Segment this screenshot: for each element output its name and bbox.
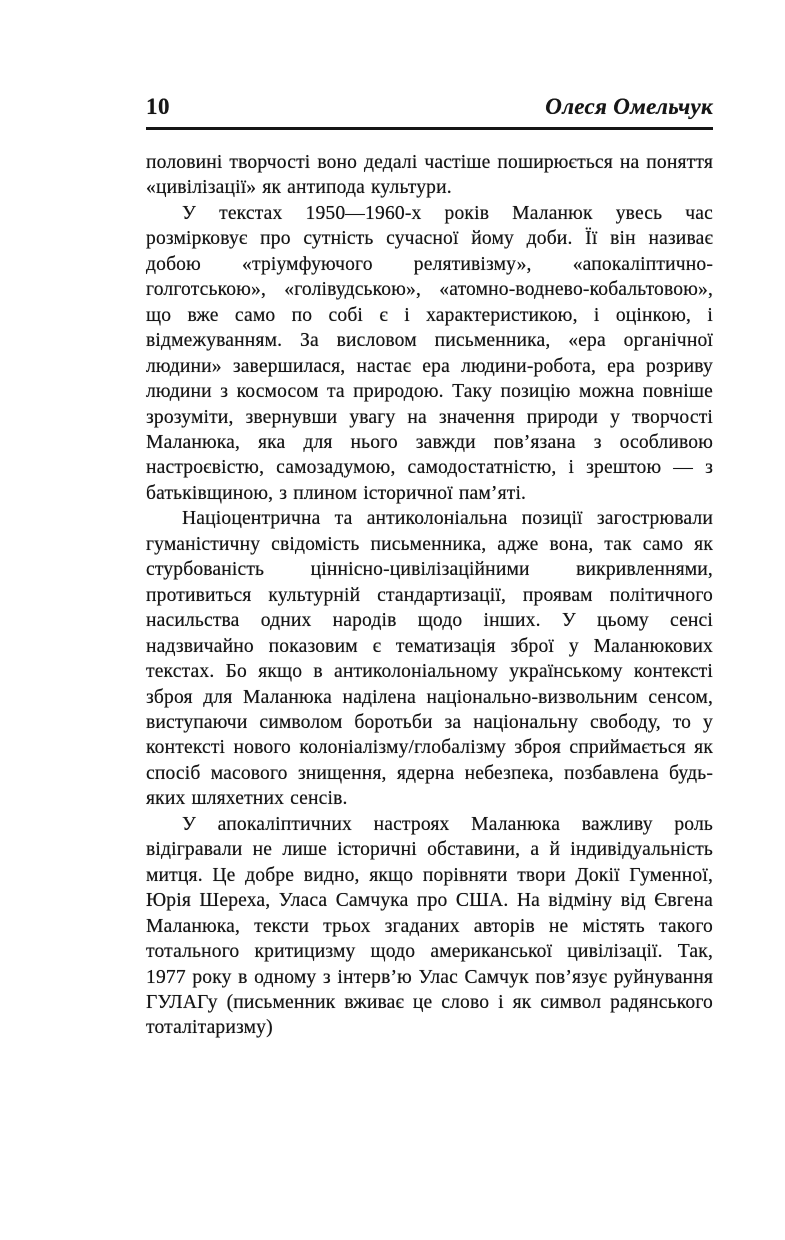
page-number: 10 <box>146 94 170 119</box>
paragraph: половині творчості воно дедалі частіше поширюється на поняття «цивілізації» як антипода культури. <box>146 152 713 199</box>
paragraph: Націоцентрична та антиколоніальна позиції загострювали гуманістичну свідомість письменника, адже вона, так само як стурбованість ціннісно-цивілізаційними викривленнями, противиться культурній стандартизації, проявам політичного насильства одних народів щодо інших. У цьому сенсі надзвичайно показовим є тематизація зброї у Маланюкових текстах. Бо якщо в антиколоніальному українському контексті зброя для Маланюка наділена національно-визвольним сенсом, виступаючи символом боротьби за національну свободу, то у контексті нового колоніалізму/глобалізму зброя сприймається як спосіб масового знищення, ядерна небезпека, позбавлена будь-яких шляхетних сенсів. <box>146 508 713 810</box>
running-header <box>146 94 713 130</box>
paragraph: У апокаліптичних настроях Маланюка важливу роль відігравали не лише історичні обставини, а й індивідуальність митця. Це добре видно, якщо порівняти твори Докії Гуменної, Юрія Шереха, Уласа Самчука про США. На відміну від Євгена Маланюка, тексти трьох згаданих авторів не містять такого тотального критицизму щодо американської цивілізації. Так, 1977 року в одному з інтерв’ю Улас Самчук пов’язує руйнування ГУЛАГу (письменник вживає це слово і як символ радянського тоталітаризму) <box>146 813 713 1039</box>
paragraph: У текстах 1950—1960-х років Маланюк увесь час розмірковує про сутність сучасної йому доби. Її він називає добою «тріумфуючого релятивізму», «апокаліптично-голготською», «голівудською», «атомно-воднево-кобальтовою», що вже само по собі є і характеристикою, і оцінкою, і відмежуванням. За висловом письменника, «ера органічної людини» завершилася, настає ера людини-робота, ера розриву людини з космосом та природою. Таку позицію можна повніше зрозуміти, звернувши увагу на значення природи у творчості Маланюка, яка для нього завжди пов’язана з особливою настроєвістю, самозадумою, самодостатністю, і зрештою — з батьківщиною, з плином історичної пам’яті. <box>146 202 713 504</box>
body-text <box>146 150 713 1041</box>
running-head-author: Олеся Омельчук <box>545 94 713 119</box>
